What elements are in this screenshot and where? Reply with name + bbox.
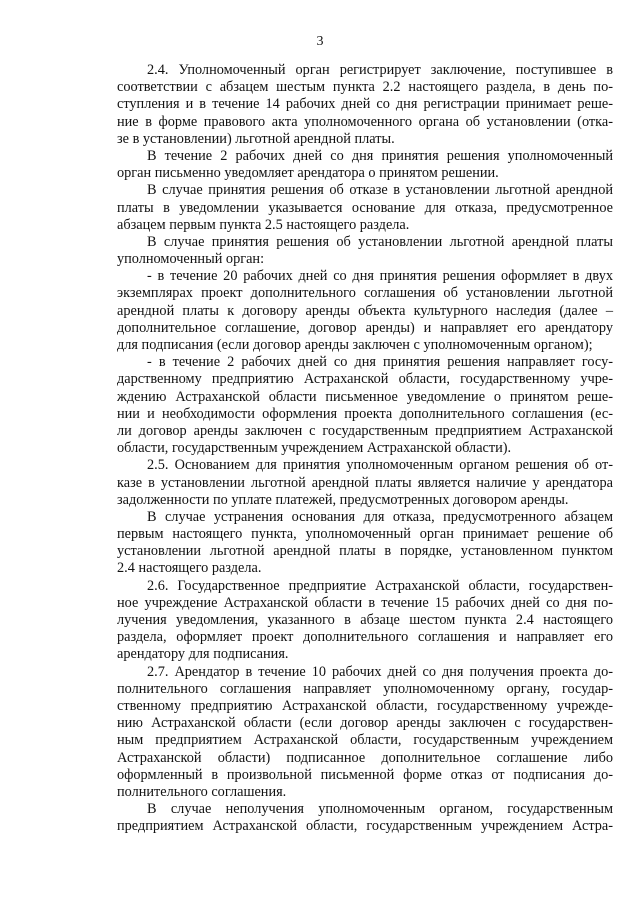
text-line: платы в уведомлении указывается основание для отказа, предусмотренное bbox=[117, 199, 613, 216]
text-line: 2.4 настоящего раздела. bbox=[117, 560, 262, 577]
text-line: экземплярах проект дополнительного соглашения об установлении льготной bbox=[117, 285, 613, 302]
text-line: зе в установлении) льготной арендной платы. bbox=[117, 130, 395, 147]
text-line: 2.6. Государственное предприятие Астраханской области, государствен- bbox=[147, 577, 613, 594]
text-line: полнительного соглашения направляет уполномоченному органу, государ- bbox=[117, 680, 613, 697]
text-line: 2.7. Арендатор в течение 10 рабочих дней со дня получения проекта до- bbox=[147, 663, 613, 680]
text-line: казе в установлении льготной арендной платы является наличие у арендатора bbox=[117, 474, 613, 491]
text-line: В случае принятия решения об отказе в установлении льготной арендной bbox=[147, 182, 613, 199]
text-line: оформленный в произвольной письменной форме отказ от подписания до- bbox=[117, 766, 613, 783]
text-line: предприятием Астраханской области, государственным учреждением Астра- bbox=[117, 818, 613, 835]
text-line: дарственному предприятию Астраханской области, государственному учре- bbox=[117, 371, 613, 388]
text-line: ли договор аренды заключен с государственным предприятием Астраханской bbox=[117, 422, 613, 439]
text-line: раздела, оформляет проект дополнительного соглашения и направляет его bbox=[117, 629, 613, 646]
page-number: 3 bbox=[316, 34, 324, 49]
text-line: ждению Астраханской области письменное уведомление о принятом реше- bbox=[117, 388, 613, 405]
text-line: абзацем первым пункта 2.5 настоящего раздела. bbox=[117, 216, 410, 233]
text-line: задолженности по уплате платежей, предусмотренных договором аренды. bbox=[117, 491, 569, 508]
document-body bbox=[117, 62, 613, 835]
text-line: дополнительное соглашение, договор аренды) и направляет его арендатору bbox=[117, 319, 613, 336]
text-line: полнительного соглашения. bbox=[117, 783, 287, 800]
text-line: арендной платы к договору аренды объекта культурного наследия (далее – bbox=[117, 302, 613, 319]
text-line: ное учреждение Астраханской области в течение 15 рабочих дней со дня по- bbox=[117, 594, 613, 611]
text-line: В течение 2 рабочих дней со дня принятия решения уполномоченный bbox=[147, 147, 613, 164]
text-line: - в течение 20 рабочих дней со дня принятия решения оформляет в двух bbox=[147, 268, 613, 285]
text-line: соответствии с абзацем шестым пункта 2.2 настоящего раздела, в день по- bbox=[117, 79, 613, 96]
text-line: ние в форме правового акта уполномоченного органа об установлении (отка- bbox=[117, 113, 613, 130]
text-line: - в течение 2 рабочих дней со дня принятия решения направляет госу- bbox=[147, 354, 613, 371]
text-line: ным предприятием Астраханской области, государственным учреждением bbox=[117, 732, 613, 749]
text-line: области, государственным учреждением Астраханской области). bbox=[117, 440, 512, 457]
text-line: В случае неполучения уполномоченным органом, государственным bbox=[147, 801, 613, 818]
text-line: В случае устранения основания для отказа, предусмотренного абзацем bbox=[147, 508, 613, 525]
text-line: арендатору для подписания. bbox=[117, 646, 289, 663]
text-line: первым настоящего пункта, уполномоченный орган принимает решение об bbox=[117, 526, 613, 543]
text-line: ственному предприятию Астраханской области, государственному учрежде- bbox=[117, 697, 613, 714]
text-line: ступления и в течение 14 рабочих дней со дня регистрации принимает реше- bbox=[117, 96, 613, 113]
text-line: для подписания (если договор аренды заключен с уполномоченным органом); bbox=[117, 337, 593, 353]
text-line: нии и необходимости оформления проекта дополнительного соглашения (ес- bbox=[117, 405, 613, 422]
text-line: В случае принятия решения об установлении льготной арендной платы bbox=[147, 233, 613, 250]
text-line: орган письменно уведомляет арендатора о принятом решении. bbox=[117, 165, 499, 182]
text-line: лучения уведомления, указанного в абзаце шестом пункта 2.4 настоящего bbox=[117, 612, 613, 628]
text-line: Астраханской области) подписанное дополнительное соглашение либо bbox=[117, 749, 613, 766]
text-line: 2.5. Основанием для принятия уполномоченным органом решения об от- bbox=[147, 457, 613, 474]
text-line: нию Астраханской области (если договор аренды заключен с государствен- bbox=[117, 715, 613, 732]
text-line: 2.4. Уполномоченный орган регистрирует заключение, поступившее в bbox=[147, 62, 613, 78]
text-line: уполномоченный орган: bbox=[117, 251, 265, 268]
text-line: установлении льготной арендной платы в порядке, установленном пунктом bbox=[117, 543, 613, 560]
